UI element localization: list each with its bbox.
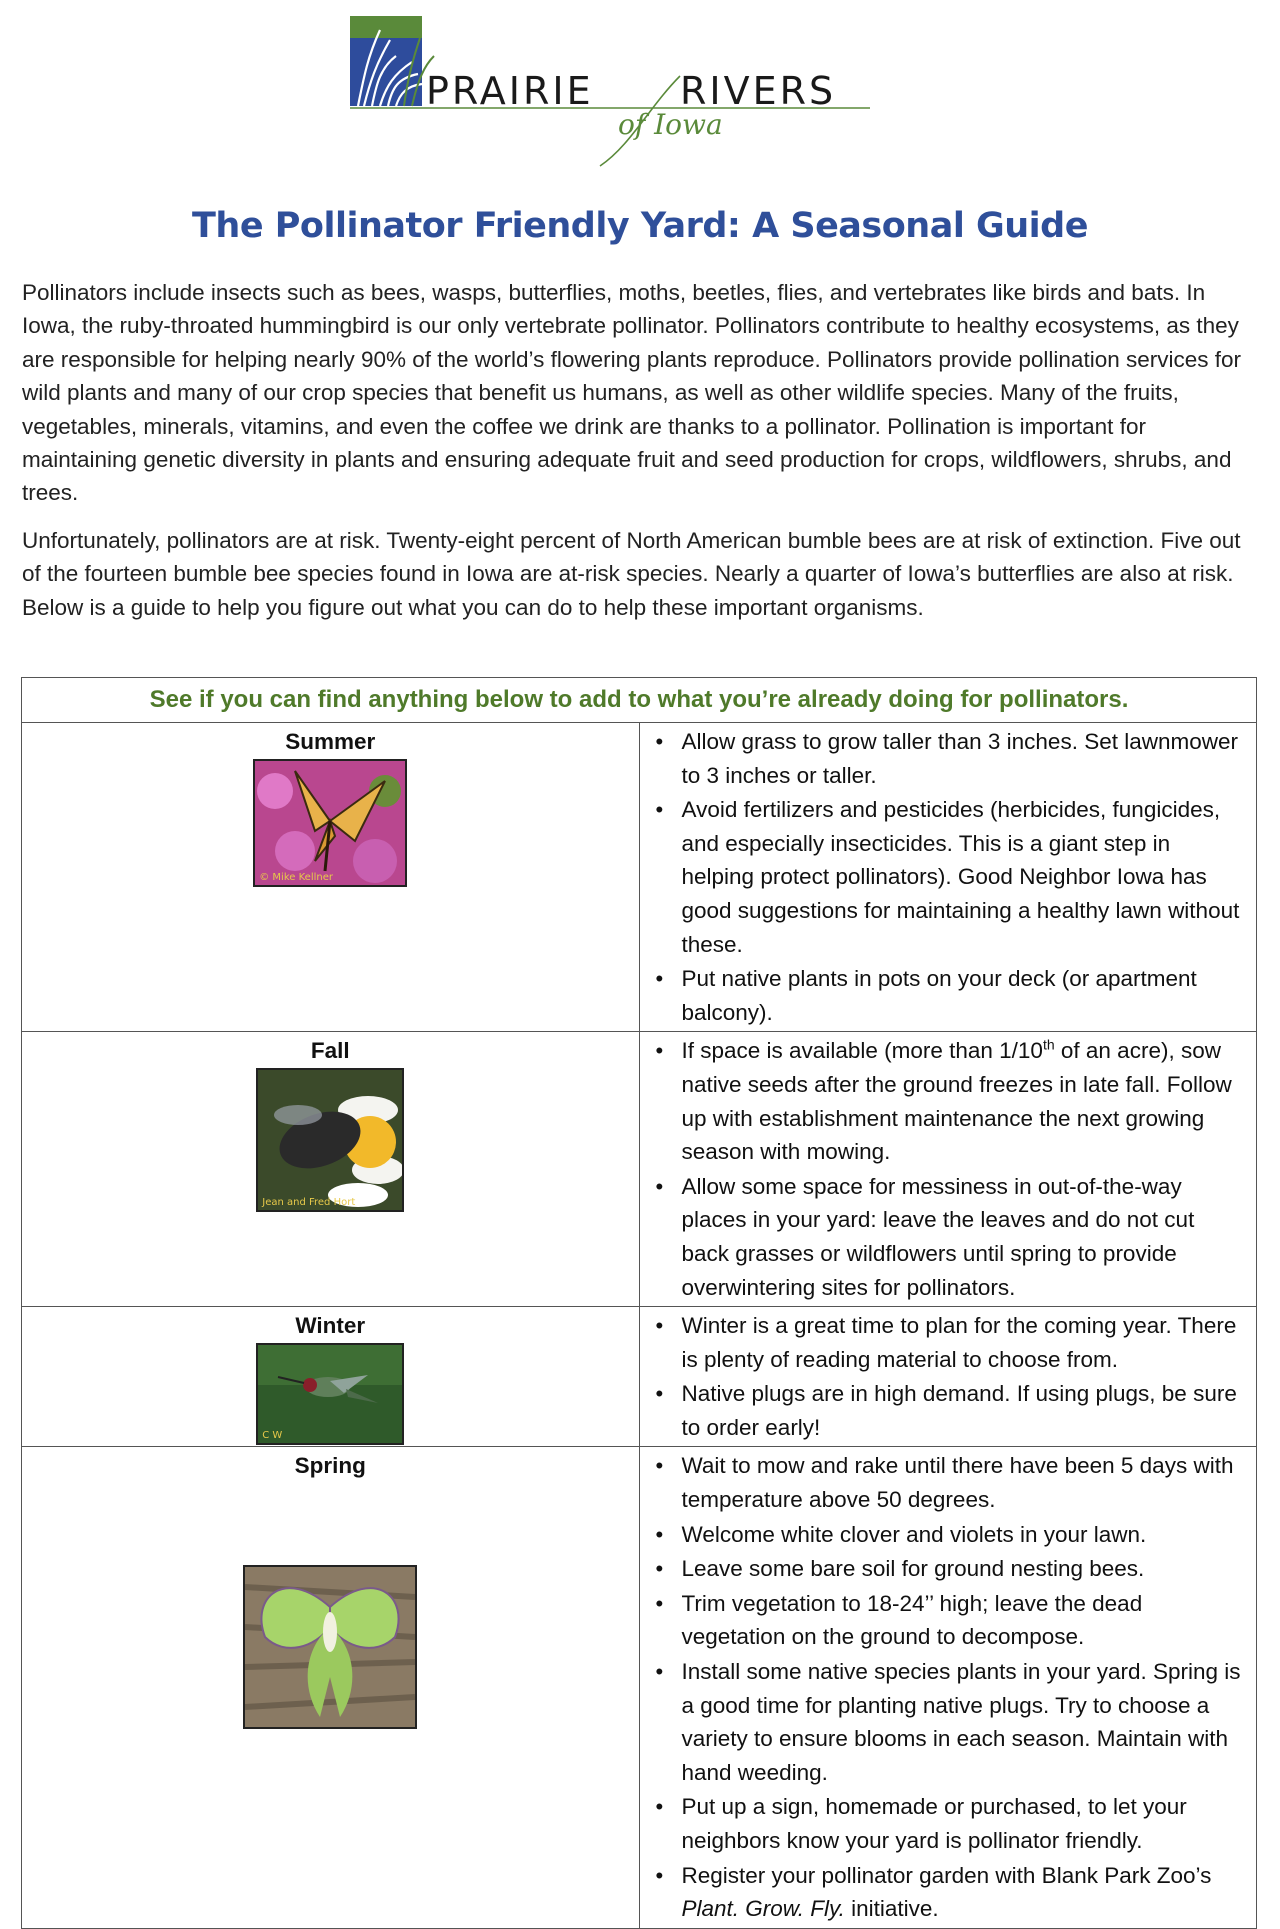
page-title: The Pollinator Friendly Yard: A Seasonal Guide bbox=[192, 206, 1088, 246]
tips-cell-winter bbox=[639, 1307, 1257, 1447]
tips-list-spring bbox=[640, 1447, 1257, 1927]
list-item: • Allow some space for messiness in out-of-the-way places in your yard: leave the leaves and do not cut back grasses or wildflowers until spring to provide overwintering sites for pollinators. bbox=[682, 1170, 1247, 1304]
tips-cell-fall bbox=[639, 1032, 1257, 1307]
list-item: • Winter is a great time to plan for the coming year. There is plenty of reading material to choose from. bbox=[682, 1309, 1247, 1376]
season-name-fall: Fall bbox=[310, 1038, 350, 1064]
intro-paragraph-2: Unfortunately, pollinators are at risk. Twenty-eight percent of North American bumble bees are at risk of extinction. Five out of the fourteen bumble bee species found in Iowa are at-risk species. Nearly a quarter of Iowa’s butterflies are also at risk. Below is a guide to help you figure out what you can do to help these important organisms. bbox=[22, 528, 1241, 620]
list-item: • Put native plants in pots on your deck (or apartment balcony). bbox=[682, 962, 1247, 1029]
intro-paragraph-1: Pollinators include insects such as bees, wasps, butterflies, moths, beetles, flies, and vertebrates like birds and bats. In Iowa, the ruby-throated hummingbird is our only vertebrate pollinator. Pollinators contribute to healthy ecosystems, as they are responsible for helping nearly 90% of the world’s flowering plants reproduce. Pollinators provide pollination services for wild plants and many of our crop species that benefit us humans, as well as other wildlife species. Many of the fruits, vegetables, minerals, vitamins, and even the coffee we drink are thanks to a pollinator. Pollination is important for maintaining genetic diversity in plants and ensuring adequate fruit and seed production for crops, wildflowers, shrubs, and trees. bbox=[22, 280, 1241, 506]
list-item: • Leave some bare soil for ground nesting bees. bbox=[682, 1552, 1247, 1586]
photo-credit-fall: Jean and Fred Hort bbox=[262, 1197, 356, 1209]
table-row-fall bbox=[22, 1032, 1257, 1307]
spring-last-tip-end: initiative. bbox=[844, 1896, 939, 1922]
list-item: • Put up a sign, homemade or purchased, to let your neighbors know your yard is pollinator friendly. bbox=[682, 1790, 1247, 1857]
list-item: • Install some native species plants in your yard. Spring is a good time for planting native plugs. Try to choose a variety to ensure blooms in each season. Maintain with hand weeding. bbox=[682, 1655, 1247, 1789]
photo-credit-winter: C W bbox=[262, 1430, 283, 1442]
fall-tip-1-start: If space is available (more than 1/10 bbox=[681, 1038, 1043, 1064]
season-cell-summer bbox=[22, 723, 640, 1032]
table-row-winter bbox=[22, 1307, 1257, 1447]
season-name-summer: Summer bbox=[285, 729, 376, 754]
tips-cell-summer bbox=[639, 723, 1257, 1032]
fall-tip-1-superscript: th bbox=[1042, 1036, 1055, 1053]
table-row-spring bbox=[22, 1447, 1257, 1928]
table-row-summer bbox=[22, 723, 1257, 1032]
butterfly-photo bbox=[253, 759, 407, 887]
logo-text-prairie: PRAIRIE bbox=[426, 69, 594, 113]
spring-last-tip-start: Register your pollinator garden with Blank Park Zoo’s bbox=[681, 1862, 1212, 1888]
list-item bbox=[682, 1859, 1247, 1926]
table-header: See if you can find anything below to add to what you’re already doing for pollinators. bbox=[22, 678, 1257, 723]
season-name-winter: Winter bbox=[295, 1313, 366, 1339]
list-item: • Native plugs are in high demand. If using plugs, be sure to order early! bbox=[682, 1377, 1247, 1444]
photo-credit-summer: © Mike Kellner bbox=[259, 872, 333, 883]
bee-on-flower-photo bbox=[256, 1068, 404, 1212]
hummingbird-photo bbox=[256, 1343, 404, 1445]
logo-text-of-iowa: of Iowa bbox=[618, 108, 723, 141]
list-item bbox=[682, 1034, 1247, 1168]
logo-text-rivers: RIVERS bbox=[680, 69, 837, 113]
tips-list-winter bbox=[640, 1307, 1257, 1446]
initiative-name: Plant. Grow. Fly. bbox=[681, 1896, 845, 1922]
list-item: • Avoid fertilizers and pesticides (herbicides, fungicides, and especially insecticides. This is a giant step in helping protect pollinators). Good Neighbor Iowa has good suggestions for maintaining a healthy lawn without these. bbox=[682, 793, 1247, 961]
list-item: • Trim vegetation to 18-24’’ high; leave the dead vegetation on the ground to decompose. bbox=[682, 1587, 1247, 1654]
season-cell-fall bbox=[22, 1032, 640, 1307]
tips-list-summer bbox=[640, 723, 1257, 1031]
season-cell-spring bbox=[22, 1447, 640, 1928]
tips-list-fall bbox=[640, 1032, 1257, 1306]
season-cell-winter bbox=[22, 1307, 640, 1447]
organization-logo bbox=[350, 16, 910, 176]
season-name-spring: Spring bbox=[294, 1453, 366, 1479]
list-item: • Allow grass to grow taller than 3 inches. Set lawnmower to 3 inches or taller. bbox=[682, 725, 1247, 792]
prairie-grass-logo-icon bbox=[350, 16, 910, 176]
list-item: • Welcome white clover and violets in your lawn. bbox=[682, 1518, 1247, 1552]
tips-cell-spring bbox=[639, 1447, 1257, 1928]
fall-tip-1-end: of an acre), sow native seeds after the ground freezes in late fall. Follow up with establishment maintenance the next growing season with mowing. bbox=[681, 1038, 1232, 1165]
list-item: • Wait to mow and rake until there have been 5 days with temperature above 50 degrees. bbox=[682, 1449, 1247, 1516]
seasonal-guide-table bbox=[21, 677, 1257, 1929]
luna-moth-photo bbox=[243, 1565, 417, 1729]
